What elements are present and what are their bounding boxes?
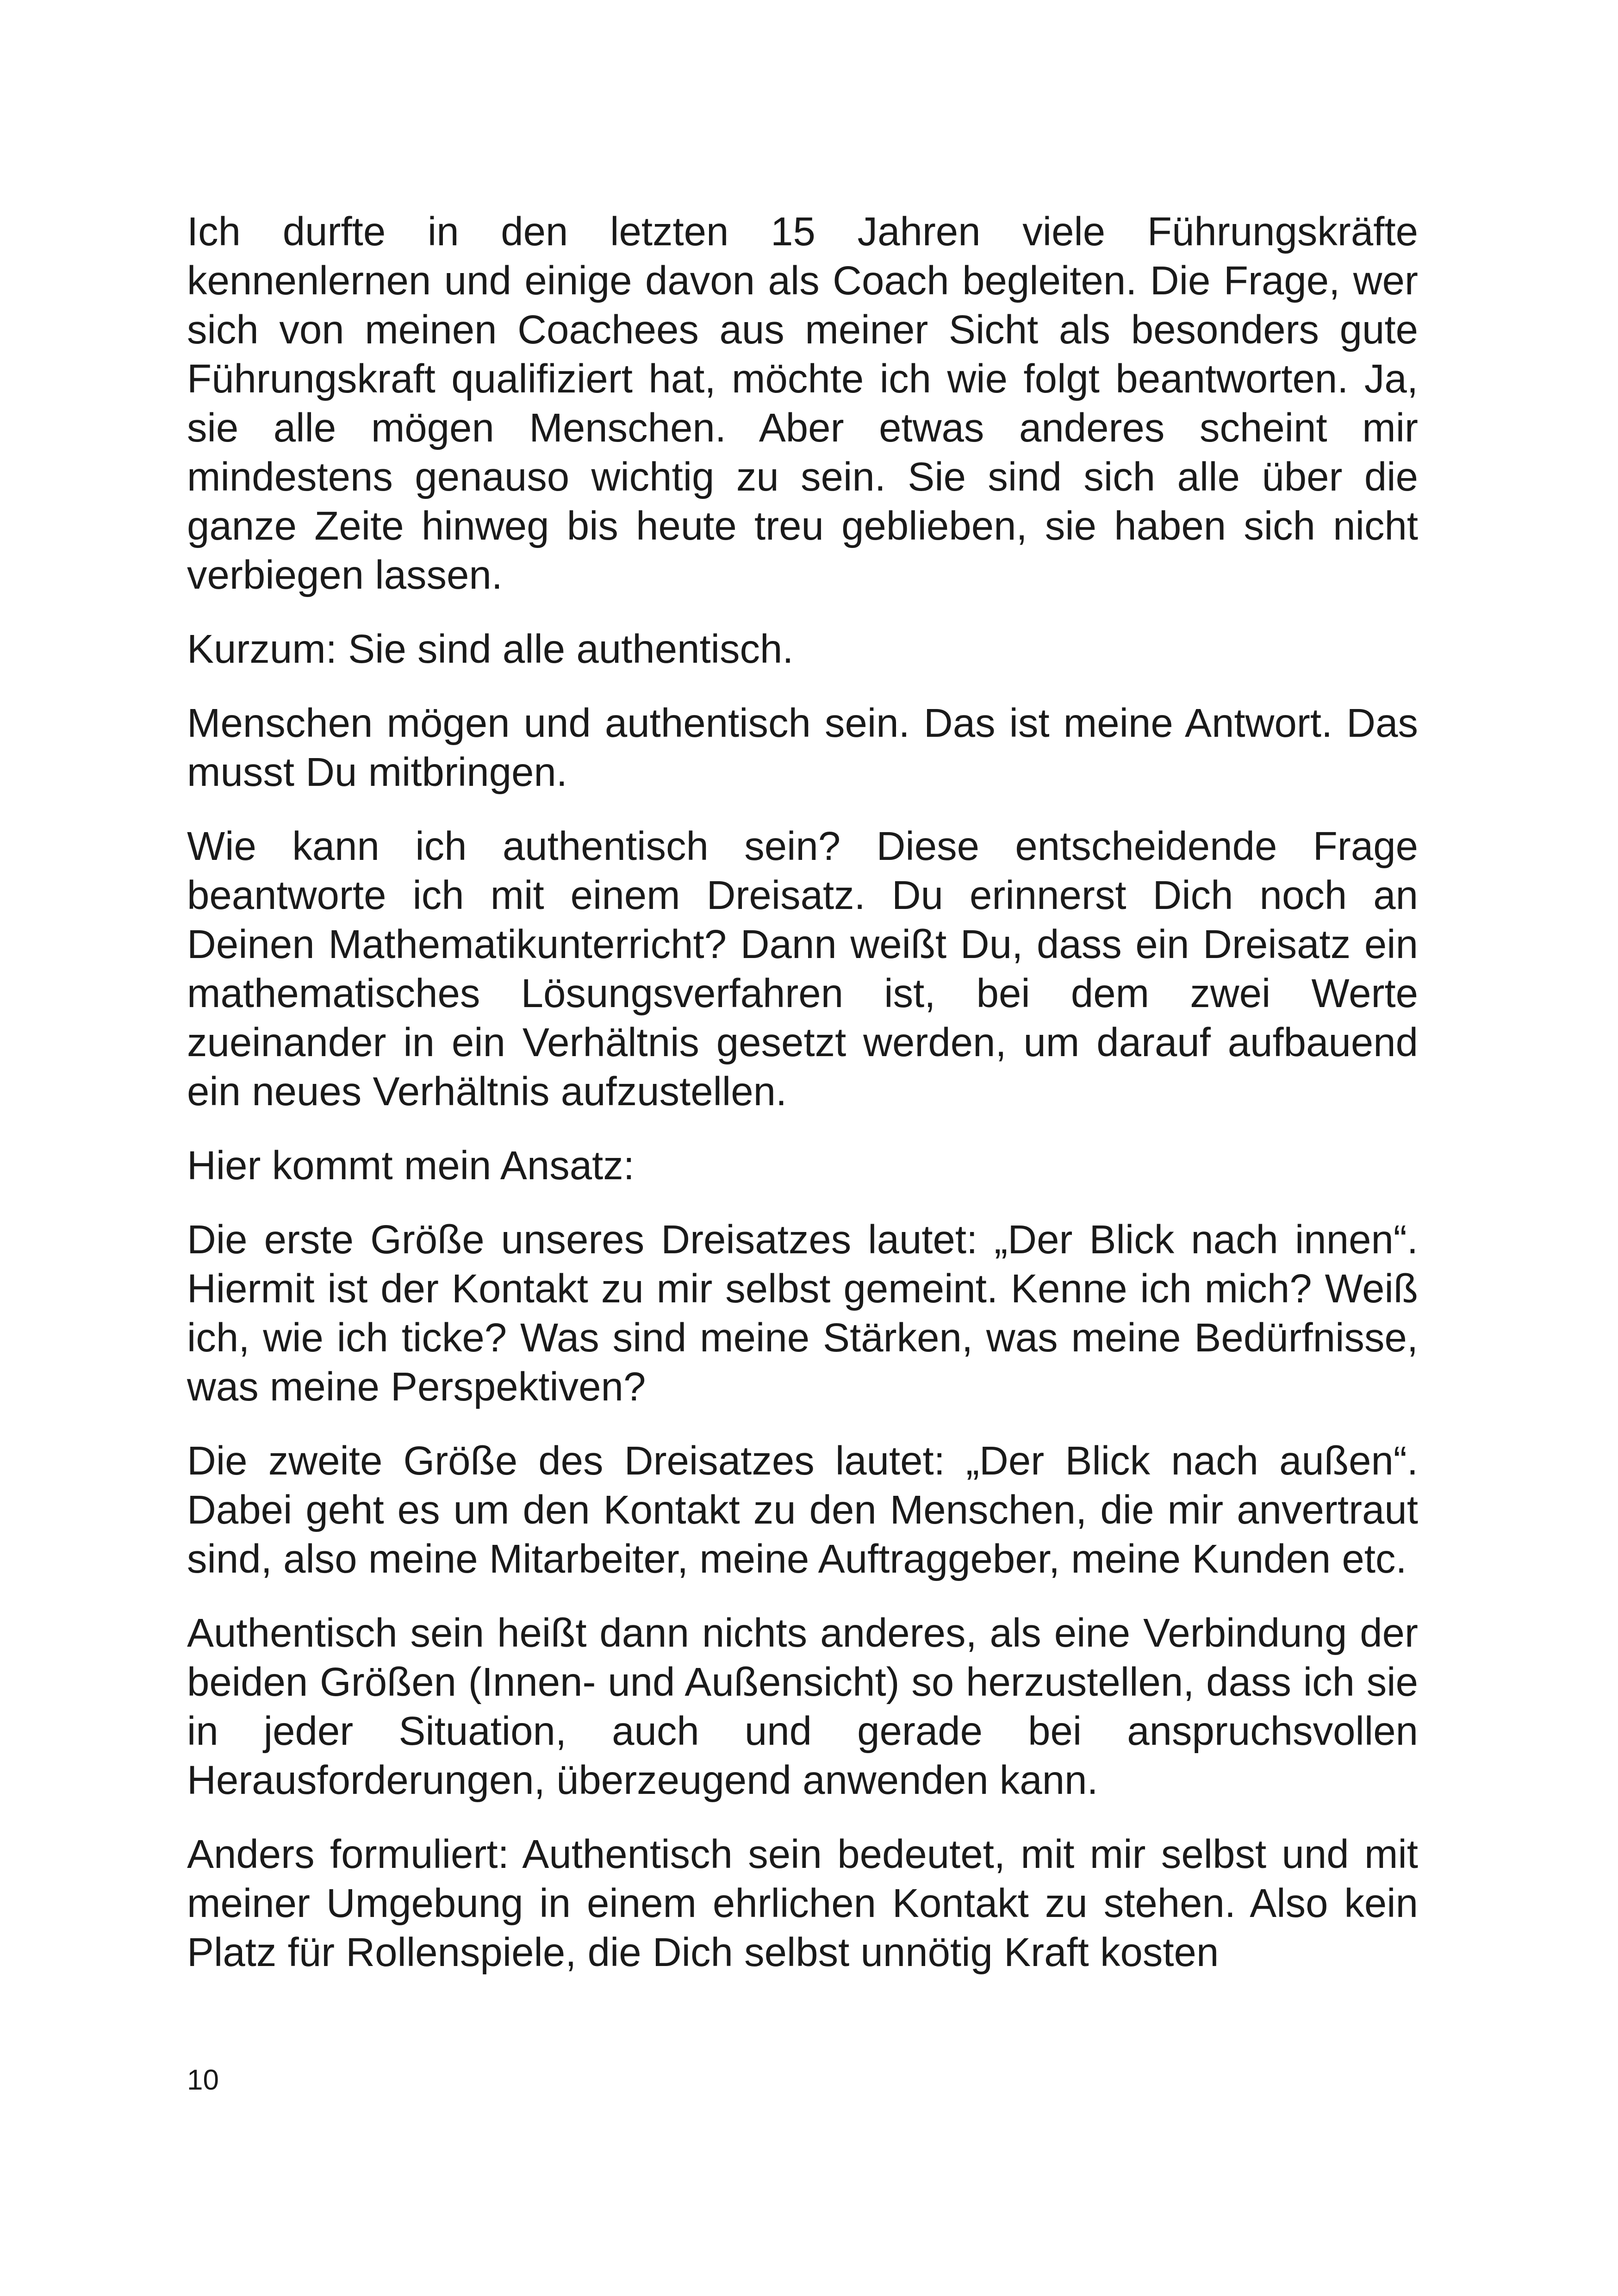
paragraph-kurzum: Kurzum: Sie sind alle authentisch. bbox=[187, 627, 794, 672]
paragraph-first-quantity: Die erste Größe unseres Dreisatzes lautet: „Der Blick nach innen“. Hiermit ist der Kontakt zu mir selbst gemeint. Kenne ich mich? Weiß ich, wie ich ticke? Was sind meine Stärken, was meine Bedürfnisse, was meine Perspektiven? bbox=[187, 1217, 1418, 1409]
paragraph-answer: Menschen mögen und authentisch sein. Das ist meine Antwort. Das musst Du mitbringen. bbox=[187, 701, 1418, 795]
paragraph-ansatz: Hier kommt mein Ansatz: bbox=[187, 1143, 635, 1188]
paragraph-dreisatz: Wie kann ich authentisch sein? Diese entscheidende Frage beantworte ich mit einem Dreisatz. Du erinnerst Dich noch an Deinen Mathematikunterricht? Dann weißt Du, dass ein Dreisatz ein mathematisches Lösungsverfahren ist, bei dem zwei Werte zueinander in ein Verhältnis gesetzt werden, um darauf aufbauend ein neues Verhältnis aufzustellen. bbox=[187, 824, 1418, 1114]
page-number: 10 bbox=[187, 2064, 219, 2096]
paragraph-intro: Ich durfte in den letzten 15 Jahren viele Führungskräfte kennenlernen und einige davon als Coach begleiten. Die Frage, wer sich von meinen Coachees aus meiner Sicht als besonders gute Führungskraft qualifiziert hat, möchte ich wie folgt beantworten. Ja, sie alle mögen Menschen. Aber etwas anderes scheint mir mindestens genauso wichtig zu sein. Sie sind sich alle über die ganze Zeite hinweg bis heute treu geblieben, sie haben sich nicht verbiegen lassen. bbox=[187, 209, 1418, 597]
body-text bbox=[187, 207, 1418, 1977]
paragraph-reformulated: Anders formuliert: Authentisch sein bedeutet, mit mir selbst und mit meiner Umgebung in einem ehrlichen Kontakt zu stehen. Also kein Platz für Rollenspiele, die Dich selbst unnötig Kraft kosten bbox=[187, 1832, 1418, 1975]
paragraph-second-quantity: Die zweite Größe des Dreisatzes lautet: „Der Blick nach außen“. Dabei geht es um den Kontakt zu den Menschen, die mir anvertraut sind, also meine Mitarbeiter, meine Auftraggeber, meine Kunden etc. bbox=[187, 1438, 1418, 1581]
paragraph-authentic-definition: Authentisch sein heißt dann nichts anderes, als eine Verbindung der beiden Größen (Innen- und Außensicht) so herzustellen, dass ich sie in jeder Situation, auch und gerade bei anspruchsvollen Herausforderungen, überzeugend anwenden kann. bbox=[187, 1611, 1418, 1803]
